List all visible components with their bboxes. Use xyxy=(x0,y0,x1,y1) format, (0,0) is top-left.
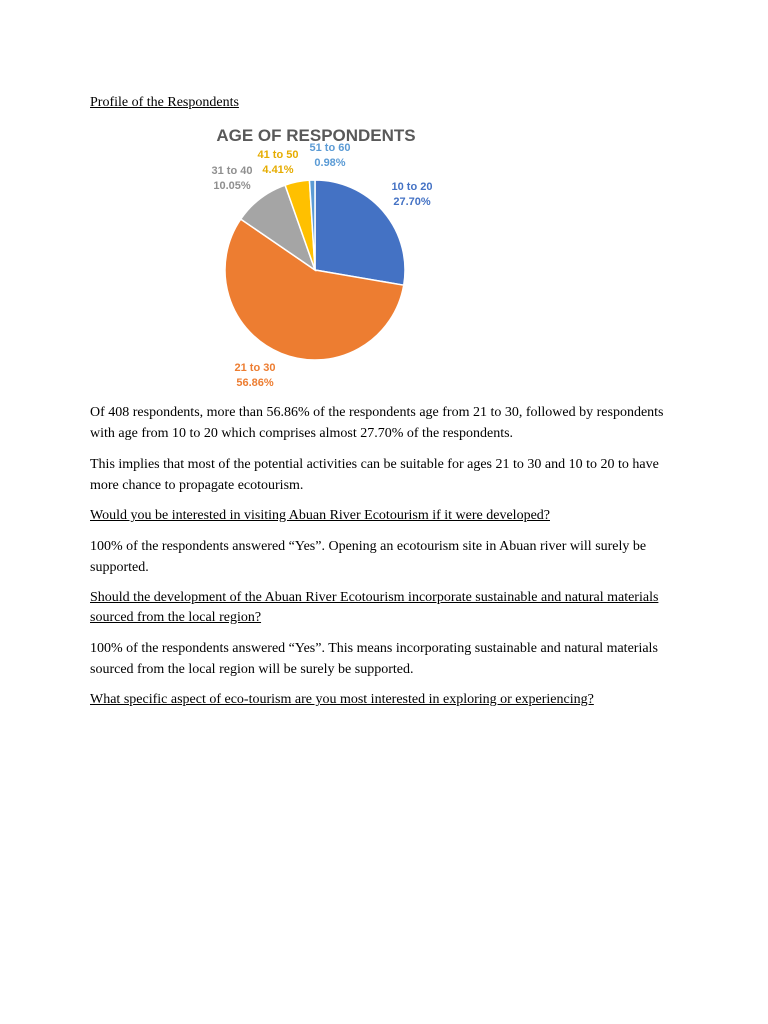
paragraph-implication: This implies that most of the potential activities can be suitable for ages 21 to 30 and 10 to 20 to have more chance to propagate ecotourism. xyxy=(90,457,659,493)
age-pie-chart xyxy=(200,116,460,396)
question-sustainable-materials: Should the development of the Abuan River Ecotourism incorporate sustainable and natural materials sourced from the local region? xyxy=(90,590,659,625)
slice-label: 51 to 60 xyxy=(309,142,351,154)
slice-label: 41 to 50 xyxy=(257,149,299,161)
paragraph-respondent-ages: Of 408 respondents, more than 56.86% of the respondents age from 21 to 30, followed by respondents with age from 10 to 20 which comprises almost 27.70% of the respondents. xyxy=(90,405,664,441)
slice-value-label: 4.41% xyxy=(262,164,294,176)
slice-value-label: 0.98% xyxy=(314,157,346,169)
answer-visiting: 100% of the respondents answered “Yes”. Opening an ecotourism site in Abuan river will surely be supported. xyxy=(90,539,647,575)
chart-title: AGE OF RESPONDENTS xyxy=(216,126,416,145)
slice-label: 10 to 20 xyxy=(391,181,433,193)
question-visiting: Would you be interested in visiting Abuan River Ecotourism if it were developed? xyxy=(90,508,550,523)
pie-slice-10-to-20 xyxy=(315,180,405,285)
pie-chart-svg xyxy=(200,116,460,396)
question-ecotourism-aspect: What specific aspect of eco-tourism are you most interested in exploring or experiencing? xyxy=(90,692,594,707)
slice-value-label: 10.05% xyxy=(213,180,251,192)
section-title: Profile of the Respondents xyxy=(90,95,239,110)
slice-label: 21 to 30 xyxy=(234,362,276,374)
answer-sustainable-materials: 100% of the respondents answered “Yes”. This means incorporating sustainable and natural materials sourced from the local region will be surely be supported. xyxy=(90,641,658,677)
slice-label: 31 to 40 xyxy=(211,165,253,177)
slice-value-label: 27.70% xyxy=(393,196,431,208)
slice-value-label: 56.86% xyxy=(236,377,274,389)
